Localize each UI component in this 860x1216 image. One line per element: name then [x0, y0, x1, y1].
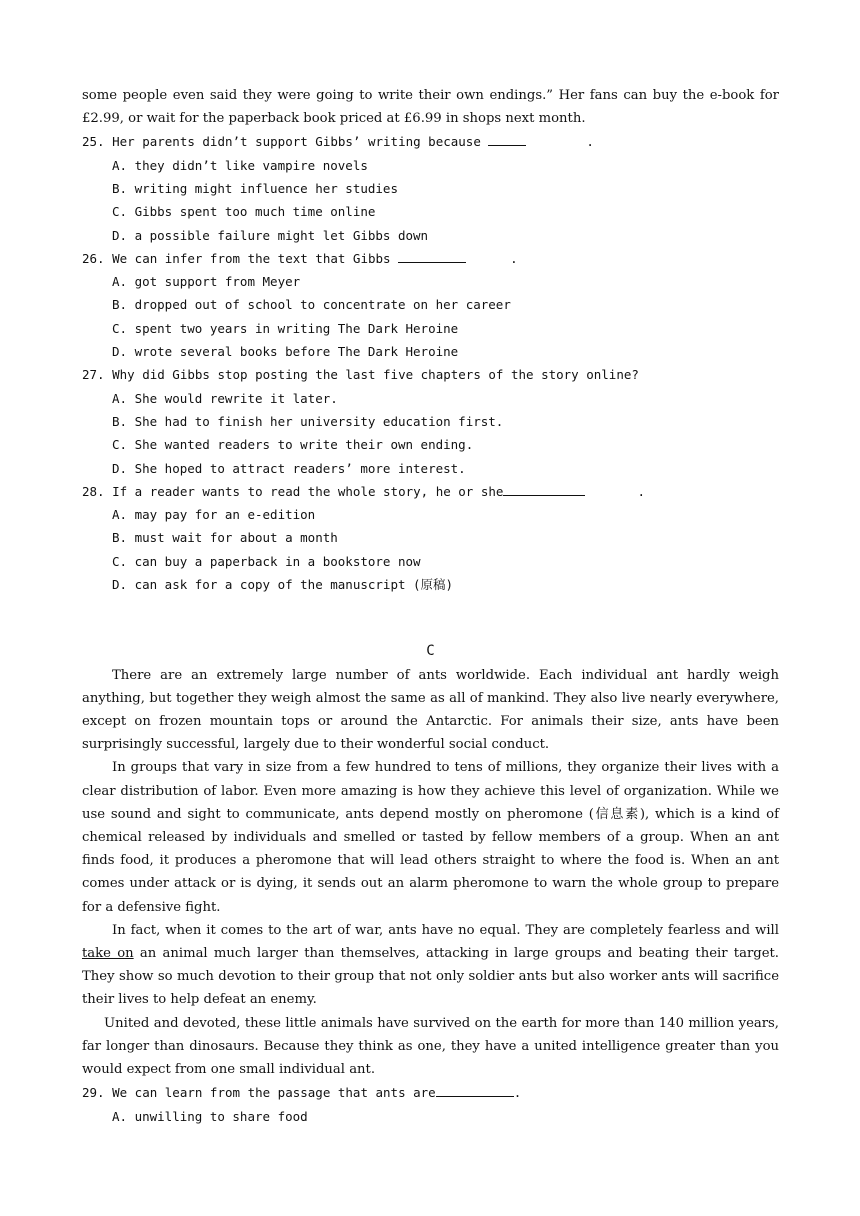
option-26d: D. wrote several books before The Dark Heroine	[112, 344, 459, 360]
question-end: .	[586, 134, 594, 150]
answer-blank	[436, 1082, 514, 1097]
option-28d: D. can ask for a copy of the manuscript (原稿)	[112, 577, 454, 593]
question-stem: 25. Her parents didn’t support Gibbs’ writing because	[82, 134, 481, 150]
option-25c: C. Gibbs spent too much time online	[112, 204, 376, 220]
option-27c: C. She wanted readers to write their own ending.	[112, 437, 474, 453]
option-29a: A. unwilling to share food	[112, 1108, 308, 1124]
passage-c-paragraph-3	[82, 919, 779, 1012]
option-27a: A. She would rewrite it later.	[112, 390, 338, 406]
question-27	[82, 363, 779, 386]
option-27d: D. She hoped to attract readers’ more interest.	[112, 460, 466, 476]
question-end: .	[513, 1085, 522, 1101]
option-28a: A. may pay for an e-edition	[112, 507, 316, 523]
option-25a: A. they didn’t like vampire novels	[112, 157, 368, 173]
answer-blank	[398, 248, 466, 263]
option-26a: A. got support from Meyer	[112, 274, 301, 290]
passage-c-paragraph-4: United and devoted, these little animals have survived on the earth for more than 140 million years, far longer than dinosaurs. Because they think as one, they have a united intelligence greater than you would expect from one small individual ant.	[82, 1015, 779, 1078]
passage-c-paragraph-1: There are an extremely large number of ants worldwide. Each individual ant hardly weigh anything, but together they weigh almost the same as all of mankind. They also live nearly everywhere, except on frozen mountain tops or around the Antarctic. For animals their size, ants have been surprisingly successful, largely due to their wonderful social conduct.	[82, 667, 779, 753]
underlined-phrase: take on	[82, 946, 134, 962]
answer-blank	[488, 131, 526, 146]
question-end: .	[637, 483, 645, 499]
option-25b: B. writing might influence her studies	[112, 181, 398, 196]
question-29	[82, 1081, 779, 1104]
exam-page	[82, 84, 779, 1128]
question-26	[82, 247, 779, 270]
answer-blank	[503, 481, 585, 496]
option-28b: B. must wait for about a month	[112, 530, 338, 546]
section-heading: C	[426, 643, 435, 660]
question-stem: 29. We can learn from the passage that ants are	[82, 1085, 436, 1101]
paragraph-text: an animal much larger than themselves, attacking in large groups and beating their target. They show so much devotion to their group that not only soldier ants but also worker ants will sacrifice their lives to help defeat an enemy.	[82, 946, 779, 1008]
option-28c: C. can buy a paperback in a bookstore now	[112, 553, 421, 569]
question-stem: 28. If a reader wants to read the whole story, he or she	[82, 483, 504, 499]
option-25d: D. a possible failure might let Gibbs down	[112, 227, 429, 243]
paragraph-text: In fact, when it comes to the art of war, ants have no equal. They are completely fearless and will	[112, 922, 779, 938]
question-stem: 26. We can infer from the text that Gibbs	[82, 250, 391, 266]
option-26b: B. dropped out of school to concentrate on her career	[112, 297, 511, 313]
question-stem: 27. Why did Gibbs stop posting the last five chapters of the story online?	[82, 367, 639, 383]
passage-b-continuation: some people even said they were going to write their own endings.” Her fans can buy the e-book for £2.99, or wait for the paperback book priced at £6.99 in shops next month.	[82, 88, 779, 127]
option-27b: B. She had to finish her university education first.	[112, 413, 504, 429]
option-26c: C. spent two years in writing The Dark Heroine	[112, 320, 459, 336]
question-end: .	[510, 250, 518, 266]
passage-c-paragraph-2: In groups that vary in size from a few hundred to tens of millions, they organize their lives with a clear distribution of labor. Even more amazing is how they achieve this level of organization. While we use sound and sight to communicate, ants depend mostly on pheromone (信息素), which is a kind of chemical released by individuals and smelled or tasted by fellow members of a group. When an ant finds food, it produces a pheromone that will lead others straight to where the food is. When an ant comes under attack or is dying, it sends out an alarm pheromone to warn the whole group to prepare for a defensive fight.	[82, 760, 779, 915]
question-25	[82, 130, 779, 153]
question-28	[82, 480, 779, 503]
